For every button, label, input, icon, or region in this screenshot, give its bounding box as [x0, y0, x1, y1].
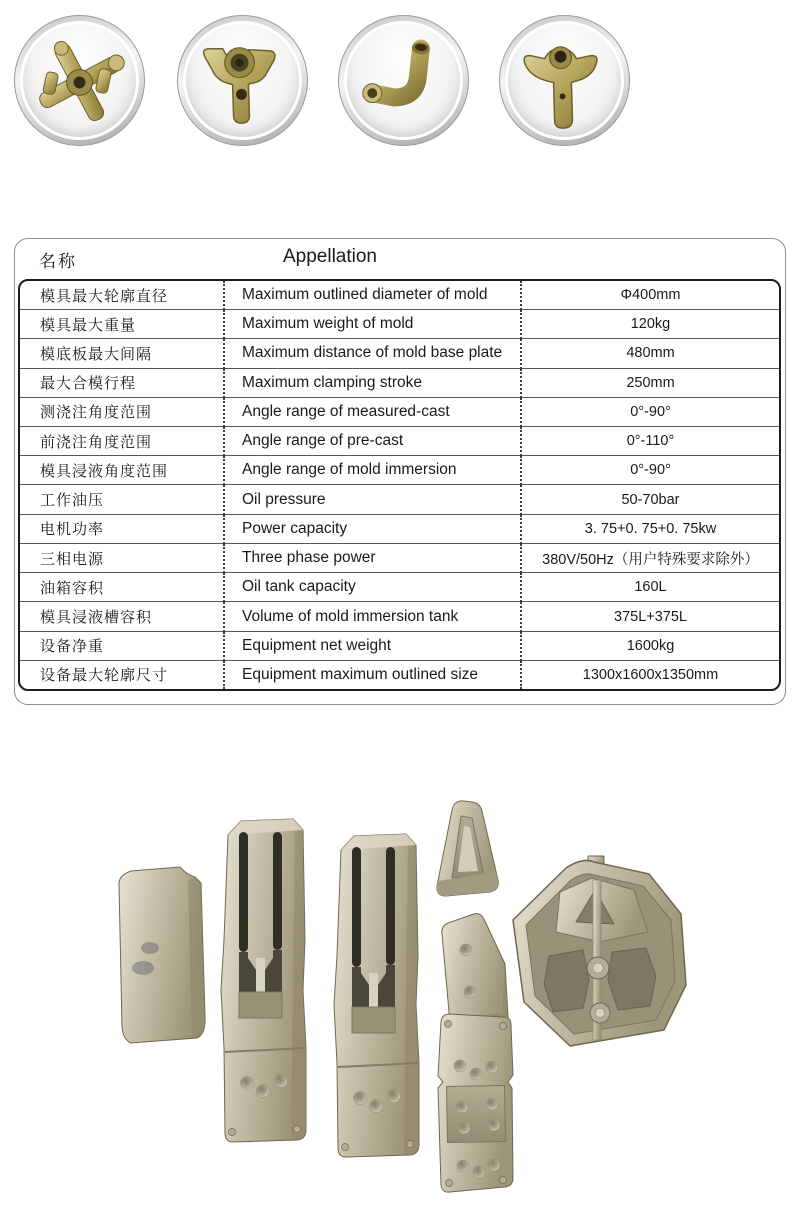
- spec-cell-value: 380V/50Hz（用户特殊要求除外）: [521, 543, 779, 572]
- spec-card: [14, 238, 786, 705]
- spec-cell-cn: 测浇注角度范围: [20, 397, 224, 426]
- spec-cell-value: 0°-90°: [521, 397, 779, 426]
- medallion-3-photo: [344, 21, 463, 140]
- spec-cell-cn: 工作油压: [20, 485, 224, 514]
- spec-cell-en: Power capacity: [224, 514, 521, 543]
- spec-row: [20, 427, 779, 456]
- spec-header-name-cn: 名称: [39, 252, 77, 271]
- medallion-4-photo: [505, 21, 624, 140]
- spec-cell-value: 120kg: [521, 310, 779, 339]
- medallion-1-photo: [20, 21, 139, 140]
- spec-header: [15, 239, 785, 279]
- spec-cell-value: 50-70bar: [521, 485, 779, 514]
- spec-cell-cn: 电机功率: [20, 514, 224, 543]
- spec-cell-value: 160L: [521, 573, 779, 602]
- spec-row: [20, 397, 779, 426]
- spec-cell-en: Maximum weight of mold: [224, 310, 521, 339]
- spec-cell-value: 1300x1600x1350mm: [521, 660, 779, 689]
- spec-cell-value: 3. 75+0. 75+0. 75kw: [521, 514, 779, 543]
- spec-cell-en: Volume of mold immersion tank: [224, 602, 521, 631]
- spec-cell-cn: 前浇注角度范围: [20, 427, 224, 456]
- spec-row: [20, 514, 779, 543]
- medallion-1: [14, 15, 145, 146]
- spec-cell-cn: 模具最大重量: [20, 310, 224, 339]
- spec-cell-value: 0°-110°: [521, 427, 779, 456]
- spec-cell-cn: 模具最大轮廓直径: [40, 287, 169, 305]
- spec-cell-en: Maximum clamping stroke: [224, 368, 521, 397]
- spec-cell-en: Angle range of pre-cast: [224, 427, 521, 456]
- spec-cell-value: 1600kg: [521, 631, 779, 660]
- spec-cell-cn: 油箱容积: [20, 573, 224, 602]
- spec-cell-cn: 设备净重: [20, 631, 224, 660]
- brass-tri-spoke-handle-casting: [183, 21, 302, 140]
- long-clamp-casting-right: [334, 834, 419, 1157]
- spec-cell-en: Equipment maximum outlined size: [224, 660, 521, 689]
- spec-row: [20, 456, 779, 485]
- spec-row: [20, 485, 779, 514]
- long-clamp-casting-left: [221, 819, 306, 1142]
- spec-row: [20, 310, 779, 339]
- spec-cell-value: 480mm: [521, 339, 779, 368]
- spec-cell-en: Oil pressure: [224, 485, 521, 514]
- spec-header-appellation: Appellation: [282, 246, 378, 267]
- spec-cell-value: 375L+375L: [521, 602, 779, 631]
- spec-cell-value: 0°-90°: [521, 456, 779, 485]
- spec-row: [20, 660, 779, 689]
- spec-cell-en: Maximum distance of mold base plate: [224, 339, 521, 368]
- spec-row: [20, 631, 779, 660]
- spec-cell-cn: 最大合模行程: [20, 368, 224, 397]
- spec-cell-en: Equipment net weight: [224, 631, 521, 660]
- brass-winged-stem-casting: [505, 21, 624, 140]
- spec-cell-cn: 模底板最大间隔: [20, 339, 224, 368]
- spec-cell-cn: 模具浸液角度范围: [20, 456, 224, 485]
- spec-table: [18, 279, 781, 691]
- brass-elbow-spout-casting: [344, 21, 463, 140]
- brass-cross-valve-body-casting: [20, 21, 139, 140]
- spec-row: [20, 368, 779, 397]
- medallion-3: [338, 15, 469, 146]
- spec-cell-en: Maximum outlined diameter of mold: [224, 281, 521, 310]
- aluminum-mold-castings-photo: [0, 780, 800, 1211]
- flat-bar-casting: [119, 867, 205, 1043]
- wedge-casting: [442, 914, 508, 1031]
- spec-cell-en: Angle range of measured-cast: [224, 397, 521, 426]
- octagonal-mold-half-casting: [513, 856, 686, 1046]
- spec-row: [20, 573, 779, 602]
- medallion-2: [177, 15, 308, 146]
- medallion-2-photo: [183, 21, 302, 140]
- spec-cell-en: Oil tank capacity: [224, 573, 521, 602]
- spec-row: [20, 281, 779, 310]
- spec-cell-en: Three phase power: [224, 543, 521, 572]
- spec-row: [20, 602, 779, 631]
- spec-cell-cn: 设备最大轮廓尺寸: [20, 660, 224, 689]
- spec-cell-value: 250mm: [521, 368, 779, 397]
- spec-cell-value: Φ400mm: [521, 281, 779, 310]
- spec-cell-cn: 模具浸液槽容积: [20, 602, 224, 631]
- spec-cell-cn: 三相电源: [20, 543, 224, 572]
- spec-cell-en: Angle range of mold immersion: [224, 456, 521, 485]
- spec-row: [20, 543, 779, 572]
- triangular-casting: [437, 801, 498, 896]
- spec-row: [20, 339, 779, 368]
- rectangular-plate-casting: [438, 1014, 513, 1192]
- medallion-4: [499, 15, 630, 146]
